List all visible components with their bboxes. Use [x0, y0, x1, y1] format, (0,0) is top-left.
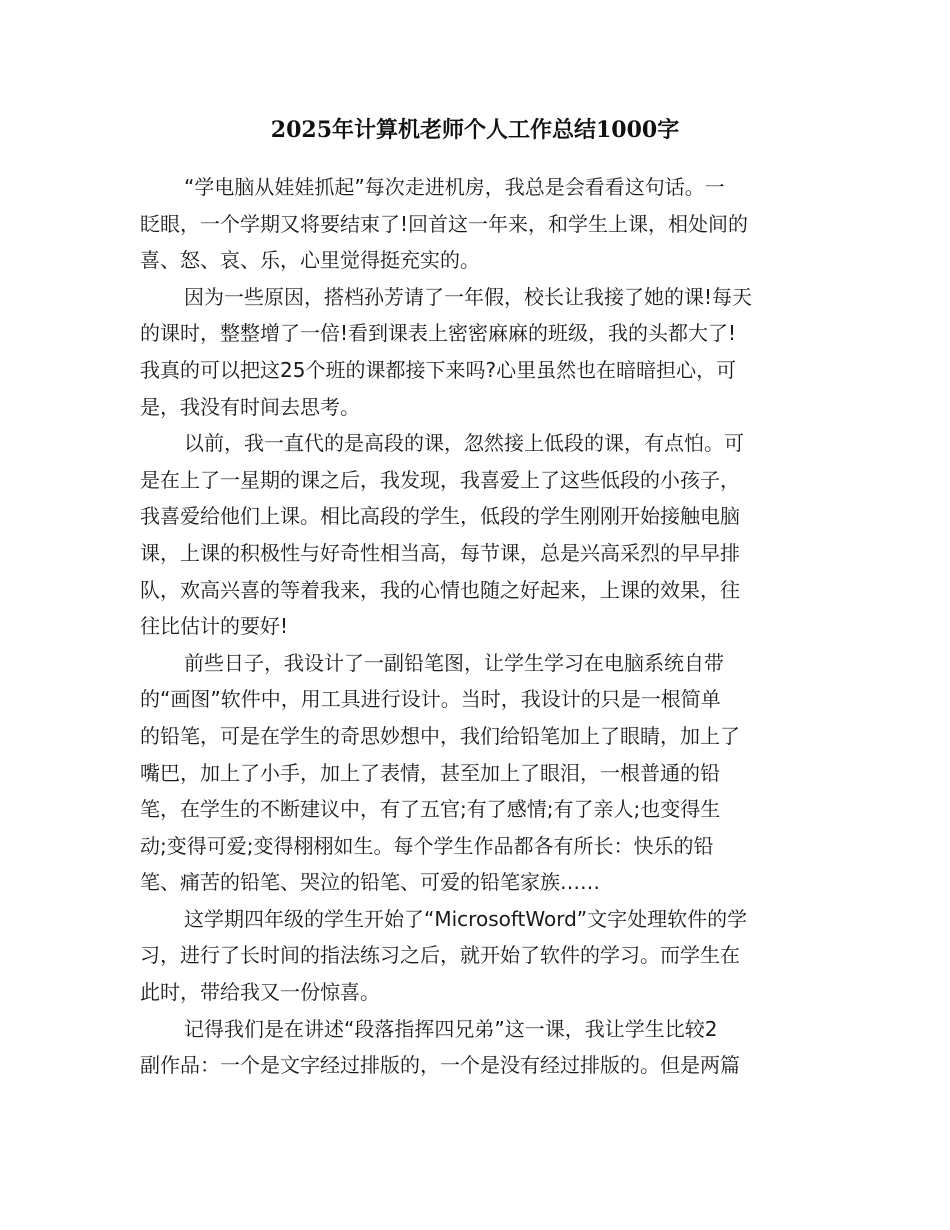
text-line: 此时，带给我又一份惊喜。: [140, 980, 380, 1005]
text-line: 笔，在学生的不断建议中，有了五官;有了感情;有了亲人;也变得生: [140, 797, 721, 822]
document-body: [140, 169, 804, 1084]
text-line: 队，欢高兴喜的等着我来，我的心情也随之好起来，上课的效果，往: [140, 577, 740, 602]
text-line: 嘴巴，加上了小手，加上了表情，甚至加上了眼泪，一根普通的铅: [140, 760, 720, 785]
text-line: 是在上了一星期的课之后，我发现，我喜爱上了这些低段的小孩子，: [140, 467, 740, 492]
text-line: 的课时，整整增了一倍!看到课表上密密麻麻的班级，我的头都大了!: [140, 321, 737, 346]
text-line: 课，上课的积极性与好奇性相当高，每节课，总是兴高采烈的早早排: [140, 540, 740, 565]
text-line: 这学期四年级的学生开始了“MicrosoftWord”文字处理软件的学: [184, 906, 748, 931]
text-line: 动;变得可爱;变得栩栩如生。每个学生作品都各有所长：快乐的铅: [140, 833, 714, 858]
text-line: 以前，我一直代的是高段的课，忽然接上低段的课，有点怕。可: [184, 431, 744, 456]
text-line: 喜、怒、哀、乐，心里觉得挺充实的。: [140, 248, 480, 273]
text-line: 前些日子，我设计了一副铅笔图，让学生学习在电脑系统自带: [184, 650, 724, 675]
text-line: 眨眼，一个学期又将要结束了!回首这一年来，和学生上课，相处间的: [140, 211, 749, 236]
text-line: “学电脑从娃娃抓起”每次走进机房，我总是会看看这句话。一: [184, 175, 725, 199]
text-line: 因为一些原因，搭档孙芳请了一年假，校长让我接了她的课!每天: [184, 284, 753, 309]
text-line: 往比估计的要好!: [140, 614, 289, 639]
text-line: 我喜爱给他们上课。相比高段的学生，低段的学生刚刚开始接触电脑: [140, 504, 740, 529]
text-line: 记得我们是在讲述“段落指挥四兄弟”这一课，我让学生比较2: [184, 1016, 718, 1041]
document-title: 2025年计算机老师个人工作总结1000字: [270, 117, 680, 143]
text-line: 的铅笔，可是在学生的奇思妙想中，我们给铅笔加上了眼睛，加上了: [140, 723, 740, 748]
text-line: 笔、痛苦的铅笔、哭泣的铅笔、可爱的铅笔家族……: [140, 870, 600, 895]
text-line: 我真的可以把这25个班的课都接下来吗?心里虽然也在暗暗担心，可: [140, 357, 737, 382]
text-line: 习，进行了长时间的指法练习之后，就开始了软件的学习。而学生在: [140, 943, 740, 968]
text-line: 是，我没有时间去思考。: [140, 394, 360, 419]
text-line: 的“画图”软件中，用工具进行设计。当时，我设计的只是一根简单: [140, 687, 721, 712]
text-line: 副作品：一个是文字经过排版的，一个是没有经过排版的。但是两篇: [140, 1053, 740, 1078]
